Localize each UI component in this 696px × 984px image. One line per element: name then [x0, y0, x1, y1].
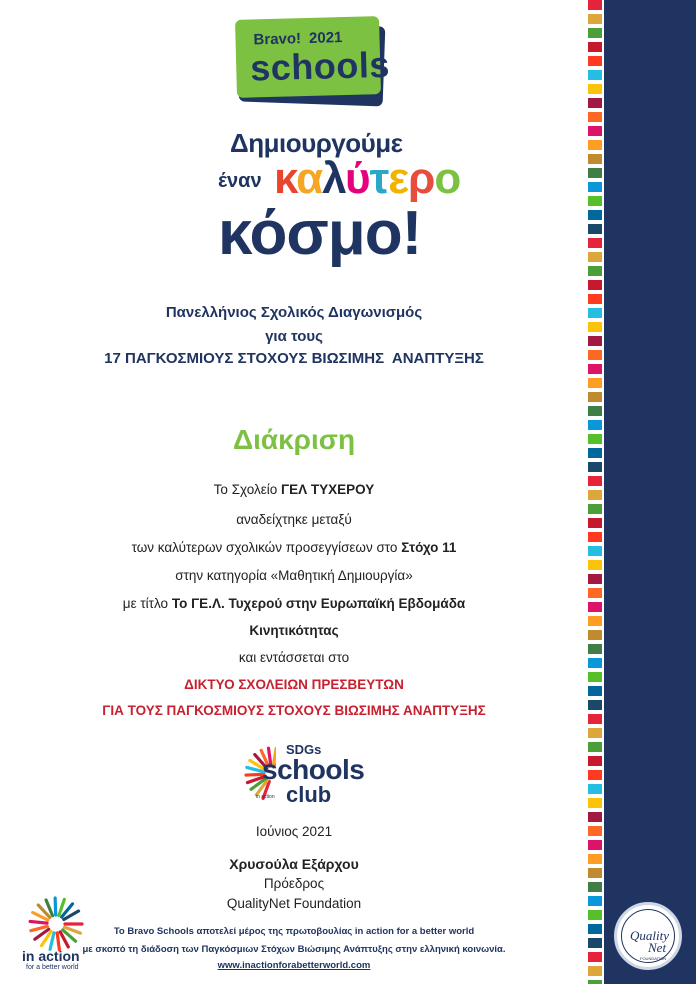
- footer-line2: με σκοπό τη διάδοση των Παγκόσμιων Στόχων Βιώσιμης Ανάπτυξης στην ελληνική κοινωνία.: [82, 944, 506, 955]
- navy-side-band: [604, 0, 696, 984]
- bravo-schools-word: schools: [249, 43, 391, 89]
- school-line: Το Σχολείο ΓΕΛ ΤΥΧΕΡΟΥ: [213, 482, 375, 497]
- in-action-logo: in action for a better world: [22, 896, 92, 976]
- competition-line2: για τους: [265, 328, 323, 345]
- slogan: [200, 118, 460, 278]
- goal-line: των καλύτερων σχολικών προσεγγίσεων στο Στόχο 11: [131, 540, 457, 555]
- network-line2: ΓΙΑ ΤΟΥΣ ΠΑΓΚΟΣΜΙΟΥΣ ΣΤΟΧΟΥΣ ΒΙΩΣΙΜΗΣ ΑΝΑΠΤΥΞΗΣ: [102, 703, 486, 718]
- qualitynet-foundation-logo: Quality Net FOUNDATION: [614, 902, 682, 970]
- signatory-name: Χρυσούλα Εξάρχου: [229, 856, 359, 872]
- date: Ιούνιος 2021: [255, 824, 333, 839]
- slogan-line3: κόσμο!: [218, 199, 422, 268]
- competition-line1: Πανελλήνιος Σχολικός Διαγωνισμός: [165, 304, 423, 321]
- project-title: Το ΓΕ.Λ. Τυχερού στην Ευρωπαϊκή Εβδομάδα: [171, 596, 466, 611]
- network-line1: ΔΙΚΤΥΟ ΣΧΟΛΕΙΩΝ ΠΡΕΣΒΕΥΤΩΝ: [184, 677, 404, 692]
- signatory-role: Πρόεδρος: [263, 876, 325, 891]
- footer-line1: Το Bravo Schools αποτελεί μέρος της πρωτοβουλίας in action for a better world: [113, 926, 475, 937]
- body-line2: αναδείχτηκε μεταξύ: [236, 512, 352, 527]
- category-line: στην κατηγορία «Μαθητική Δημιουργία»: [175, 568, 413, 583]
- competition-line3: 17 ΠΑΓΚΟΣΜΙΟΥΣ ΣΤΟΧΟΥΣ ΒΙΩΣΙΜΗΣ ΑΝΑΠΤΥΞΗΣ: [104, 350, 484, 367]
- sdg-wheel-icon: [28, 896, 84, 952]
- title-line2: Κινητικότητας: [249, 623, 339, 638]
- bravo-year: 2021: [308, 29, 343, 47]
- footer-link[interactable]: www.inactionforabetterworld.com: [217, 960, 371, 971]
- title-line: με τίτλο Το ΓΕ.Λ. Τυχερού στην Ευρωπαϊκή Εβδομάδα: [122, 596, 466, 611]
- award-title: Διάκριση: [232, 424, 356, 455]
- slogan-line2-small: έναν: [218, 170, 262, 192]
- slogan-line1: Δημιουργούμε: [230, 128, 403, 158]
- bravo-schools-logo: [236, 18, 391, 106]
- sdgs-schools-club-logo: SDGs schools club in action: [238, 740, 368, 808]
- school-name: ΓΕΛ ΤΥΧΕΡΟΥ: [281, 482, 375, 497]
- sdg-color-strip: [588, 0, 602, 984]
- bravo-brand: Bravo!: [253, 30, 302, 49]
- signatory-org: QualityNet Foundation: [226, 896, 362, 911]
- goal-number: Στόχο 11: [401, 540, 457, 555]
- slogan-line2-colored: καλύτερο: [274, 154, 461, 203]
- body-line7: και εντάσσεται στο: [238, 650, 350, 665]
